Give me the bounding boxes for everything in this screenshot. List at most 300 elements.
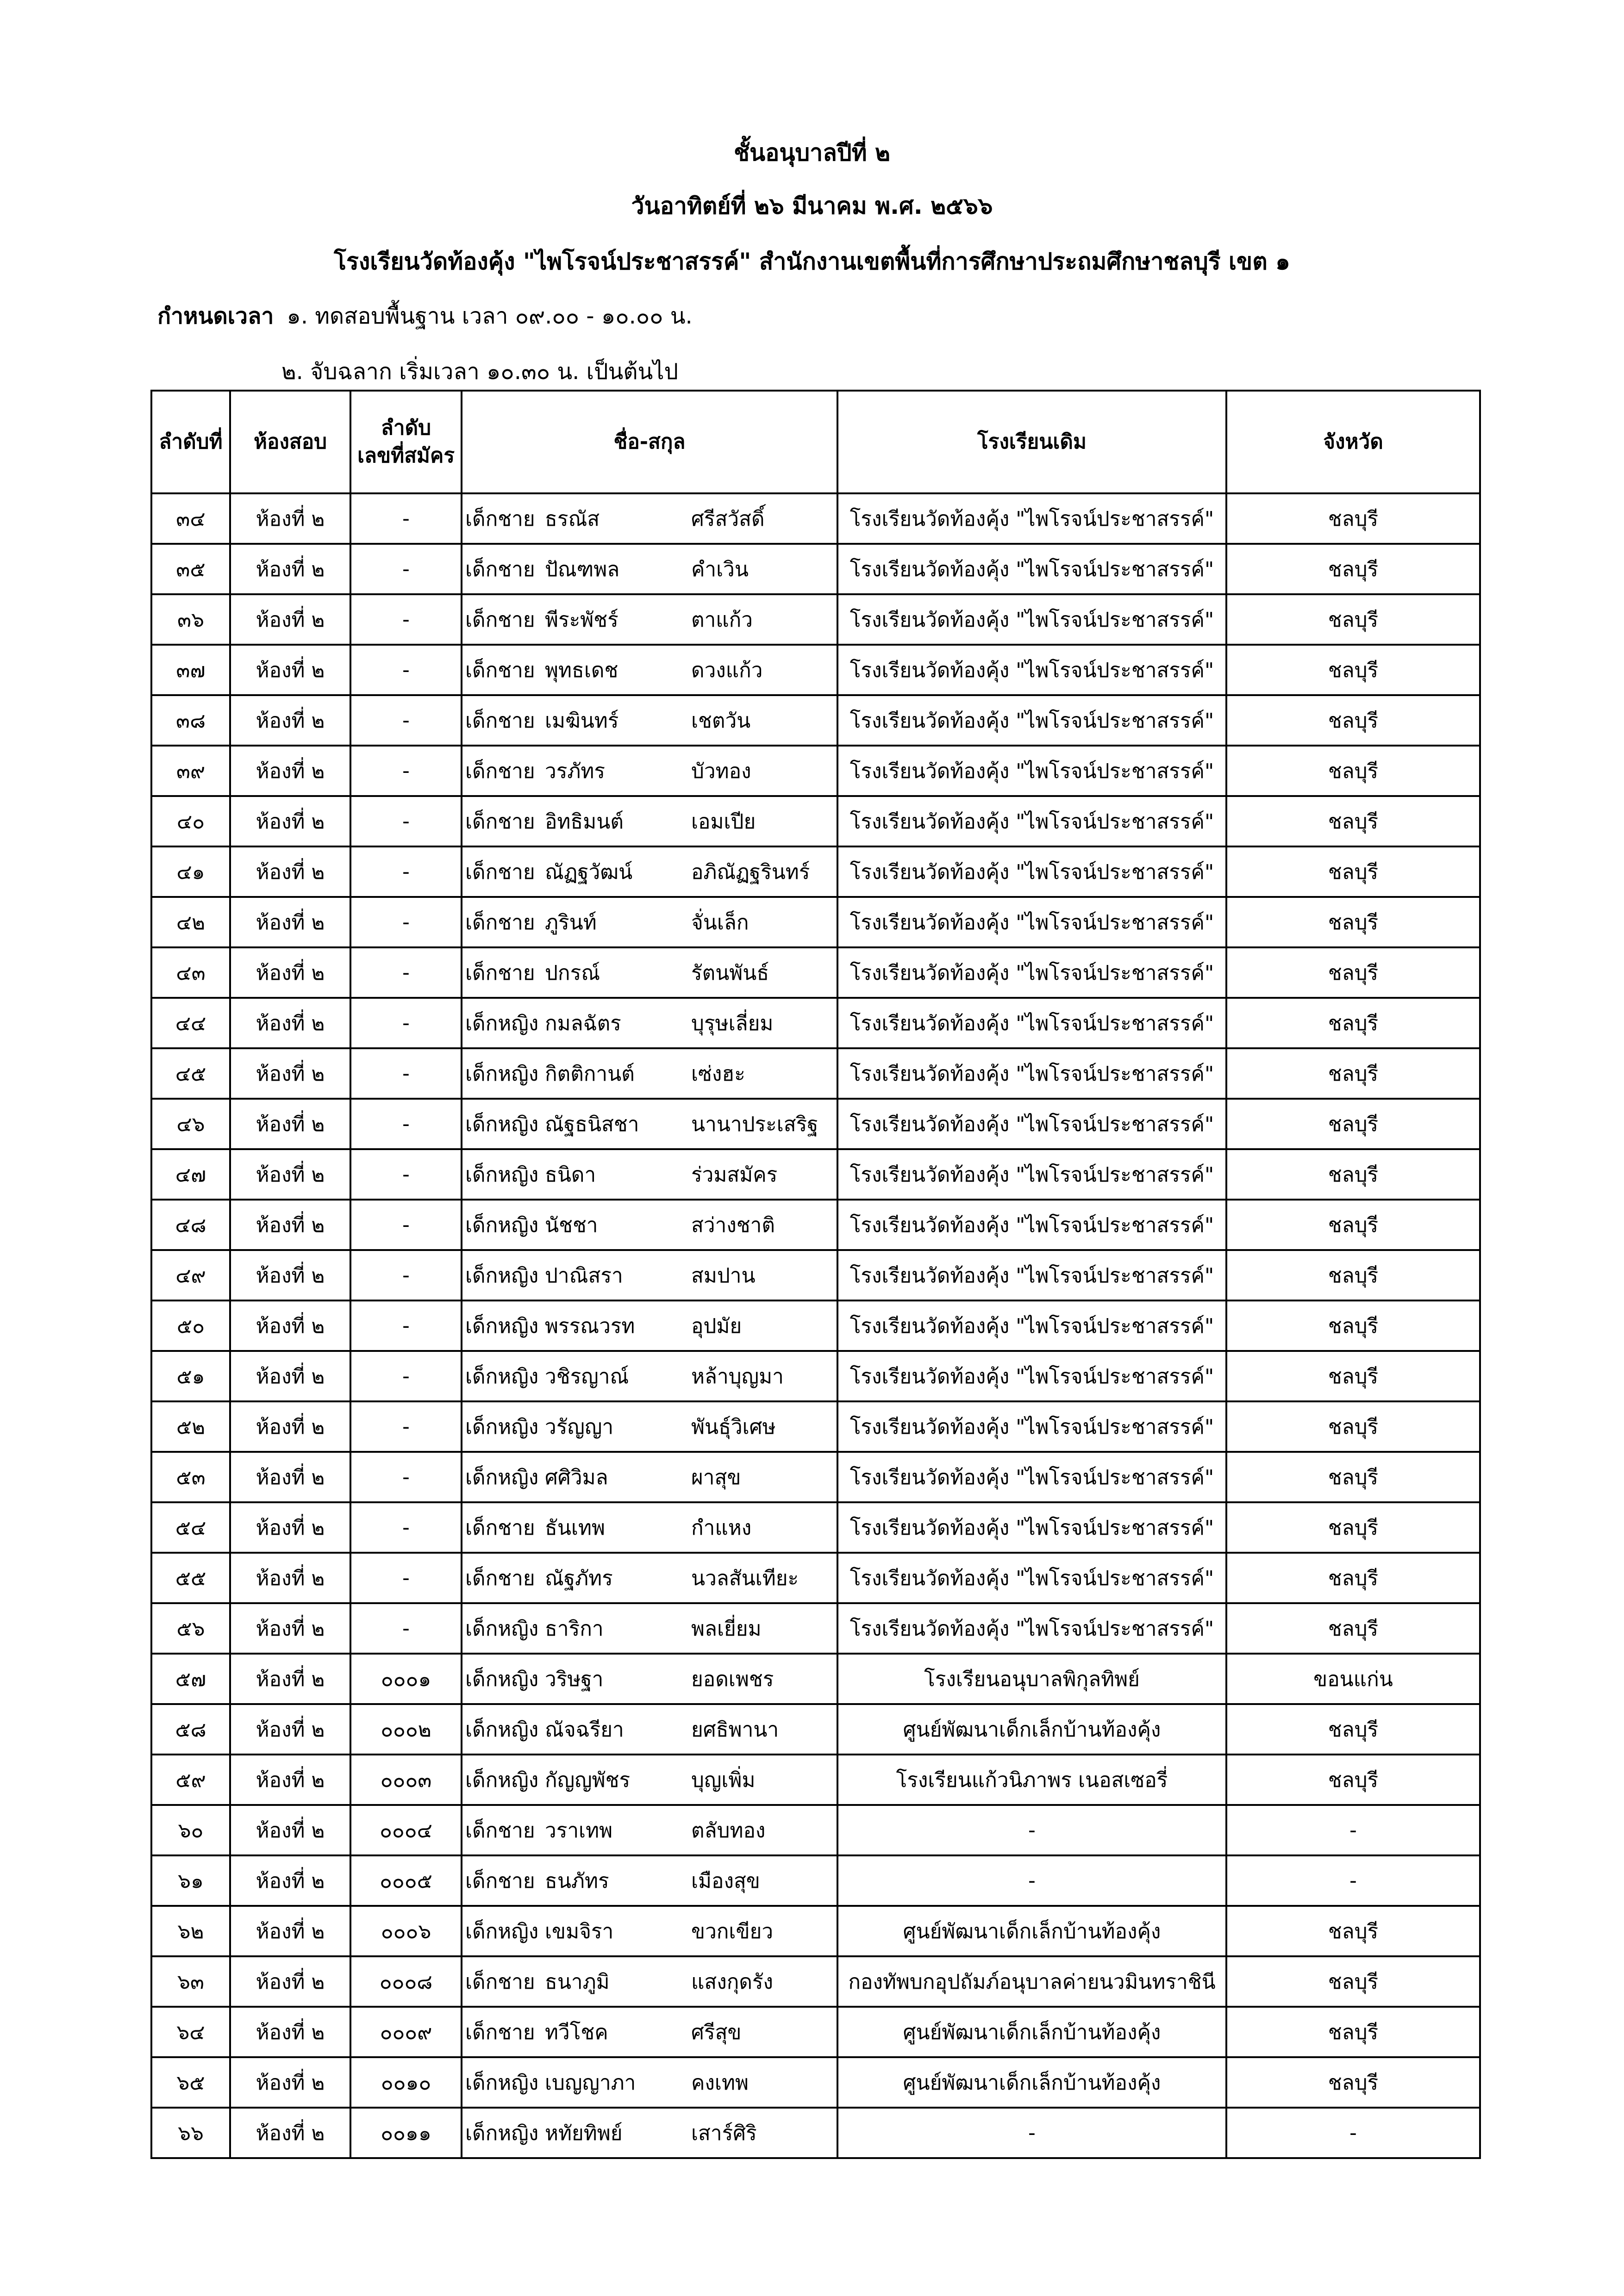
last-name: เอมเปีย xyxy=(691,809,756,834)
school-cell: ศูนย์พัฒนาเด็กเล็กบ้านท้องคุ้ง xyxy=(837,1704,1226,1755)
order-cell: ๔๙ xyxy=(151,1250,230,1300)
applicant-no-cell: ๐๐๐๑ xyxy=(350,1654,462,1704)
table-row xyxy=(151,645,1480,695)
header-province: จังหวัด xyxy=(1226,391,1480,493)
last-name: ขวกเขียว xyxy=(691,1919,774,1943)
first-name: อิทธิมนต์ xyxy=(545,809,624,834)
name-cell xyxy=(462,544,837,594)
first-name: เขมจิรา xyxy=(545,1919,614,1943)
province-cell: ชลบุรี xyxy=(1226,1048,1480,1099)
name-cell xyxy=(462,1300,837,1351)
name-cell xyxy=(462,2108,837,2158)
school-cell: โรงเรียนวัดท้องคุ้ง "ไพโรจน์ประชาสรรค์" xyxy=(837,1300,1226,1351)
room-cell: ห้องที่ ๒ xyxy=(230,947,350,998)
province-cell: ชลบุรี xyxy=(1226,1200,1480,1250)
province-cell: ชลบุรี xyxy=(1226,998,1480,1048)
province-cell: ชลบุรี xyxy=(1226,1603,1480,1654)
table-row xyxy=(151,1502,1480,1553)
applicant-no-cell: - xyxy=(350,1401,462,1452)
first-name: ภูรินท์ xyxy=(545,910,597,934)
last-name: อุปมัย xyxy=(691,1314,742,1338)
name-prefix: เด็กหญิง xyxy=(465,1667,539,1691)
room-cell: ห้องที่ ๒ xyxy=(230,1452,350,1502)
table-row xyxy=(151,1200,1480,1250)
applicant-no-cell: - xyxy=(350,897,462,947)
room-cell: ห้องที่ ๒ xyxy=(230,1300,350,1351)
last-name: นวลสันเทียะ xyxy=(691,1566,799,1590)
name-cell xyxy=(462,998,837,1048)
last-name: ตาแก้ว xyxy=(691,608,753,632)
name-prefix: เด็กชาย xyxy=(465,709,535,733)
applicant-no-cell: ๐๐๐๘ xyxy=(350,1956,462,2007)
name-prefix: เด็กหญิง xyxy=(465,1364,539,1388)
table-row xyxy=(151,2057,1480,2108)
name-prefix: เด็กชาย xyxy=(465,860,535,884)
name-prefix: เด็กหญิง xyxy=(465,1314,539,1338)
province-cell: ชลบุรี xyxy=(1226,493,1480,544)
province-cell: ชลบุรี xyxy=(1226,2057,1480,2108)
room-cell: ห้องที่ ๒ xyxy=(230,1351,350,1401)
room-cell: ห้องที่ ๒ xyxy=(230,1048,350,1099)
applicant-no-cell: - xyxy=(350,1200,462,1250)
table-row xyxy=(151,1654,1480,1704)
last-name: พลเยี่ยม xyxy=(691,1617,762,1641)
first-name: พรรณวรท xyxy=(545,1314,635,1338)
order-cell: ๓๙ xyxy=(151,746,230,796)
first-name: ณัฐภัทร xyxy=(545,1566,613,1590)
school-cell: โรงเรียนวัดท้องคุ้ง "ไพโรจน์ประชาสรรค์" xyxy=(837,1401,1226,1452)
room-cell: ห้องที่ ๒ xyxy=(230,1401,350,1452)
school-cell: โรงเรียนวัดท้องคุ้ง "ไพโรจน์ประชาสรรค์" xyxy=(837,846,1226,897)
name-cell xyxy=(462,1805,837,1855)
order-cell: ๕๖ xyxy=(151,1603,230,1654)
order-cell: ๔๐ xyxy=(151,796,230,846)
order-cell: ๕๐ xyxy=(151,1300,230,1351)
applicant-no-cell: ๐๐๐๙ xyxy=(350,2007,462,2057)
applicant-no-cell: ๐๐๐๒ xyxy=(350,1704,462,1755)
province-cell: ขอนแก่น xyxy=(1226,1654,1480,1704)
room-cell: ห้องที่ ๒ xyxy=(230,493,350,544)
order-cell: ๓๕ xyxy=(151,544,230,594)
province-cell: ชลบุรี xyxy=(1226,1351,1480,1401)
room-cell: ห้องที่ ๒ xyxy=(230,897,350,947)
name-cell xyxy=(462,2057,837,2108)
room-cell: ห้องที่ ๒ xyxy=(230,1654,350,1704)
school-cell: โรงเรียนวัดท้องคุ้ง "ไพโรจน์ประชาสรรค์" xyxy=(837,1603,1226,1654)
order-cell: ๕๓ xyxy=(151,1452,230,1502)
name-prefix: เด็กหญิง xyxy=(465,1062,539,1086)
province-cell: - xyxy=(1226,2108,1480,2158)
province-cell: ชลบุรี xyxy=(1226,1502,1480,1553)
school-cell: โรงเรียนวัดท้องคุ้ง "ไพโรจน์ประชาสรรค์" xyxy=(837,897,1226,947)
order-cell: ๓๖ xyxy=(151,594,230,645)
school-cell: โรงเรียนวัดท้องคุ้ง "ไพโรจน์ประชาสรรค์" xyxy=(837,1250,1226,1300)
name-cell xyxy=(462,796,837,846)
schedule-line-1 xyxy=(157,300,693,332)
last-name: บุญเพิ่ม xyxy=(691,1768,756,1792)
name-prefix: เด็กหญิง xyxy=(465,1919,539,1943)
page-title: ชั้นอนุบาลปีที่ ๒ xyxy=(734,139,890,166)
order-cell: ๔๒ xyxy=(151,897,230,947)
exam-date: วันอาทิตย์ที่ ๒๖ มีนาคม พ.ศ. ๒๕๖๖ xyxy=(631,193,993,219)
order-cell: ๔๗ xyxy=(151,1149,230,1200)
last-name: จั่นเล็ก xyxy=(691,910,749,934)
applicant-no-cell: - xyxy=(350,645,462,695)
name-prefix: เด็กชาย xyxy=(465,658,535,682)
table-row xyxy=(151,1704,1480,1755)
first-name: ธันเทพ xyxy=(545,1516,605,1540)
province-cell: ชลบุรี xyxy=(1226,1452,1480,1502)
order-cell: ๖๐ xyxy=(151,1805,230,1855)
room-cell: ห้องที่ ๒ xyxy=(230,1603,350,1654)
order-cell: ๓๔ xyxy=(151,493,230,544)
room-cell: ห้องที่ ๒ xyxy=(230,544,350,594)
first-name: หทัยทิพย์ xyxy=(545,2121,623,2145)
order-cell: ๔๘ xyxy=(151,1200,230,1250)
table-row xyxy=(151,2007,1480,2057)
province-cell: ชลบุรี xyxy=(1226,2007,1480,2057)
school-cell: โรงเรียนวัดท้องคุ้ง "ไพโรจน์ประชาสรรค์" xyxy=(837,1200,1226,1250)
last-name: เซ่งฮะ xyxy=(691,1062,745,1086)
last-name: ผาสุข xyxy=(691,1465,741,1489)
school-cell: โรงเรียนวัดท้องคุ้ง "ไพโรจน์ประชาสรรค์" xyxy=(837,1149,1226,1200)
province-cell: ชลบุรี xyxy=(1226,544,1480,594)
header-applicant-line2: เลขที่สมัคร xyxy=(357,444,455,467)
header-applicant-no xyxy=(350,391,462,493)
name-cell xyxy=(462,1755,837,1805)
header-order: ลำดับที่ xyxy=(151,391,230,493)
table-row xyxy=(151,947,1480,998)
table-row xyxy=(151,1855,1480,1906)
table-row xyxy=(151,846,1480,897)
order-cell: ๔๔ xyxy=(151,998,230,1048)
province-cell: ชลบุรี xyxy=(1226,1704,1480,1755)
room-cell: ห้องที่ ๒ xyxy=(230,2057,350,2108)
applicant-no-cell: ๐๐๐๖ xyxy=(350,1906,462,1956)
order-cell: ๖๔ xyxy=(151,2007,230,2057)
table-row xyxy=(151,746,1480,796)
table-row xyxy=(151,1906,1480,1956)
table-row xyxy=(151,1755,1480,1805)
school-cell: โรงเรียนวัดท้องคุ้ง "ไพโรจน์ประชาสรรค์" xyxy=(837,594,1226,645)
name-cell xyxy=(462,1906,837,1956)
room-cell: ห้องที่ ๒ xyxy=(230,846,350,897)
school-cell: โรงเรียนแก้วนิภาพร เนอสเซอรี่ xyxy=(837,1755,1226,1805)
applicant-no-cell: ๐๐๑๑ xyxy=(350,2108,462,2158)
name-prefix: เด็กชาย xyxy=(465,1516,535,1540)
last-name: ศรีสวัสดิ์ xyxy=(691,507,765,531)
first-name: ธาริกา xyxy=(545,1617,604,1641)
school-cell: โรงเรียนวัดท้องคุ้ง "ไพโรจน์ประชาสรรค์" xyxy=(837,1452,1226,1502)
school-cell: ศูนย์พัฒนาเด็กเล็กบ้านท้องคุ้ง xyxy=(837,2057,1226,2108)
name-prefix: เด็กชาย xyxy=(465,608,535,632)
province-cell: ชลบุรี xyxy=(1226,796,1480,846)
room-cell: ห้องที่ ๒ xyxy=(230,594,350,645)
applicant-no-cell: - xyxy=(350,746,462,796)
order-cell: ๕๘ xyxy=(151,1704,230,1755)
name-cell xyxy=(462,1200,837,1250)
province-cell: ชลบุรี xyxy=(1226,1149,1480,1200)
school-cell: โรงเรียนวัดท้องคุ้ง "ไพโรจน์ประชาสรรค์" xyxy=(837,695,1226,746)
last-name: สมปาน xyxy=(691,1263,756,1288)
room-cell: ห้องที่ ๒ xyxy=(230,796,350,846)
applicant-table xyxy=(150,390,1481,2159)
table-row xyxy=(151,1099,1480,1149)
first-name: วรภัทร xyxy=(545,759,605,783)
name-cell xyxy=(462,1855,837,1906)
province-cell: - xyxy=(1226,1805,1480,1855)
school-cell: ศูนย์พัฒนาเด็กเล็กบ้านท้องคุ้ง xyxy=(837,2007,1226,2057)
first-name: ธนิดา xyxy=(545,1163,596,1187)
first-name: ณัฏฐวัฒน์ xyxy=(545,860,633,884)
order-cell: ๕๗ xyxy=(151,1654,230,1704)
school-cell: โรงเรียนวัดท้องคุ้ง "ไพโรจน์ประชาสรรค์" xyxy=(837,1502,1226,1553)
room-cell: ห้องที่ ๒ xyxy=(230,2007,350,2057)
name-cell xyxy=(462,1654,837,1704)
first-name: ธรณัส xyxy=(545,507,600,531)
province-cell: ชลบุรี xyxy=(1226,1300,1480,1351)
order-cell: ๖๕ xyxy=(151,2057,230,2108)
school-heading: โรงเรียนวัดท้องคุ้ง "ไพโรจน์ประชาสรรค์" สำนักงานเขตพื้นที่การศึกษาประถมศึกษาชลบุรี เขต ๑ xyxy=(334,248,1290,275)
room-cell: ห้องที่ ๒ xyxy=(230,645,350,695)
room-cell: ห้องที่ ๒ xyxy=(230,1553,350,1603)
name-cell xyxy=(462,1099,837,1149)
name-cell xyxy=(462,645,837,695)
name-cell xyxy=(462,1351,837,1401)
applicant-no-cell: - xyxy=(350,846,462,897)
name-prefix: เด็กหญิง xyxy=(465,1415,539,1439)
applicant-no-cell: - xyxy=(350,544,462,594)
name-prefix: เด็กหญิง xyxy=(465,1768,539,1792)
name-prefix: เด็กชาย xyxy=(465,2020,535,2044)
last-name: ตลับทอง xyxy=(691,1818,766,1842)
first-name: ปกรณ์ xyxy=(545,961,600,985)
applicant-no-cell: - xyxy=(350,493,462,544)
order-cell: ๕๙ xyxy=(151,1755,230,1805)
order-cell: ๔๑ xyxy=(151,846,230,897)
last-name: คำเวิน xyxy=(691,557,749,581)
order-cell: ๕๔ xyxy=(151,1502,230,1553)
table-row xyxy=(151,796,1480,846)
name-cell xyxy=(462,846,837,897)
room-cell: ห้องที่ ๒ xyxy=(230,1704,350,1755)
school-cell: โรงเรียนวัดท้องคุ้ง "ไพโรจน์ประชาสรรค์" xyxy=(837,746,1226,796)
last-name: แสงกุดรัง xyxy=(691,1970,774,1994)
applicant-no-cell: - xyxy=(350,1149,462,1200)
order-cell: ๔๕ xyxy=(151,1048,230,1099)
school-cell: โรงเรียนวัดท้องคุ้ง "ไพโรจน์ประชาสรรค์" xyxy=(837,1099,1226,1149)
last-name: ศรีสุข xyxy=(691,2020,742,2044)
table-row xyxy=(151,1401,1480,1452)
last-name: คงเทพ xyxy=(691,2071,749,2095)
first-name: วชิรญาณ์ xyxy=(545,1364,629,1388)
name-cell xyxy=(462,493,837,544)
header-applicant-line1: ลำดับ xyxy=(381,416,431,440)
school-cell: โรงเรียนวัดท้องคุ้ง "ไพโรจน์ประชาสรรค์" xyxy=(837,796,1226,846)
applicant-no-cell: ๐๐๐๕ xyxy=(350,1855,462,1906)
province-cell: ชลบุรี xyxy=(1226,947,1480,998)
school-cell: กองทัพบกอุปถัมภ์อนุบาลค่ายนวมินทราชินี xyxy=(837,1956,1226,2007)
room-cell: ห้องที่ ๒ xyxy=(230,1906,350,1956)
first-name: กมลฉัตร xyxy=(545,1011,621,1035)
last-name: สว่างชาติ xyxy=(691,1213,775,1237)
school-cell: โรงเรียนวัดท้องคุ้ง "ไพโรจน์ประชาสรรค์" xyxy=(837,1048,1226,1099)
last-name: บัวทอง xyxy=(691,759,751,783)
school-cell: - xyxy=(837,1805,1226,1855)
applicant-no-cell: - xyxy=(350,796,462,846)
schedule-item-2: ๒. จับฉลาก เริ่มเวลา ๑๐.๓๐ น. เป็นต้นไป xyxy=(281,359,678,385)
last-name: ดวงแก้ว xyxy=(691,658,763,682)
first-name: กัญญพัชร xyxy=(545,1768,631,1792)
first-name: เมฆินทร์ xyxy=(545,709,619,733)
table-row xyxy=(151,1250,1480,1300)
applicant-no-cell: - xyxy=(350,1452,462,1502)
header-name: ชื่อ-สกุล xyxy=(462,391,837,493)
applicant-no-cell: - xyxy=(350,1250,462,1300)
applicant-no-cell: - xyxy=(350,594,462,645)
table-row xyxy=(151,1300,1480,1351)
province-cell: ชลบุรี xyxy=(1226,897,1480,947)
province-cell: ชลบุรี xyxy=(1226,1553,1480,1603)
first-name: พุทธเดช xyxy=(545,658,618,682)
name-prefix: เด็กหญิง xyxy=(465,1112,539,1136)
province-cell: ชลบุรี xyxy=(1226,846,1480,897)
province-cell: - xyxy=(1226,1855,1480,1906)
room-cell: ห้องที่ ๒ xyxy=(230,1805,350,1855)
first-name: เบญญาภา xyxy=(545,2071,636,2095)
applicant-no-cell: - xyxy=(350,1603,462,1654)
order-cell: ๓๘ xyxy=(151,695,230,746)
name-prefix: เด็กชาย xyxy=(465,1869,535,1893)
last-name: เมืองสุข xyxy=(691,1869,760,1893)
name-cell xyxy=(462,746,837,796)
table-row xyxy=(151,1956,1480,2007)
name-cell xyxy=(462,594,837,645)
name-prefix: เด็กชาย xyxy=(465,1970,535,1994)
room-cell: ห้องที่ ๒ xyxy=(230,2108,350,2158)
first-name: ณัจฉรียา xyxy=(545,1717,624,1742)
last-name: อภิณัฏฐรินทร์ xyxy=(691,860,810,884)
name-prefix: เด็กชาย xyxy=(465,910,535,934)
province-cell: ชลบุรี xyxy=(1226,645,1480,695)
name-prefix: เด็กหญิง xyxy=(465,1163,539,1187)
applicant-no-cell: - xyxy=(350,1048,462,1099)
name-prefix: เด็กหญิง xyxy=(465,1717,539,1742)
order-cell: ๔๖ xyxy=(151,1099,230,1149)
name-prefix: เด็กชาย xyxy=(465,507,535,531)
applicant-no-cell: ๐๐๐๓ xyxy=(350,1755,462,1805)
name-cell xyxy=(462,897,837,947)
order-cell: ๓๗ xyxy=(151,645,230,695)
name-prefix: เด็กชาย xyxy=(465,557,535,581)
order-cell: ๔๓ xyxy=(151,947,230,998)
room-cell: ห้องที่ ๒ xyxy=(230,998,350,1048)
school-cell: โรงเรียนวัดท้องคุ้ง "ไพโรจน์ประชาสรรค์" xyxy=(837,645,1226,695)
last-name: พันธุ์วิเศษ xyxy=(691,1415,776,1439)
room-cell: ห้องที่ ๒ xyxy=(230,1099,350,1149)
last-name: ยศธิพานา xyxy=(691,1717,779,1742)
table-row xyxy=(151,594,1480,645)
table-row xyxy=(151,1452,1480,1502)
name-prefix: เด็กหญิง xyxy=(465,1213,539,1237)
first-name: กิตติกานต์ xyxy=(545,1062,635,1086)
province-cell: ชลบุรี xyxy=(1226,1250,1480,1300)
applicant-no-cell: - xyxy=(350,1502,462,1553)
first-name: ปาณิสรา xyxy=(545,1263,623,1288)
first-name: วราเทพ xyxy=(545,1818,613,1842)
applicant-no-cell: ๐๐๐๔ xyxy=(350,1805,462,1855)
first-name: นัชชา xyxy=(545,1213,598,1237)
school-cell: โรงเรียนวัดท้องคุ้ง "ไพโรจน์ประชาสรรค์" xyxy=(837,1351,1226,1401)
name-prefix: เด็กหญิง xyxy=(465,1263,539,1288)
order-cell: ๖๑ xyxy=(151,1855,230,1906)
name-cell xyxy=(462,947,837,998)
room-cell: ห้องที่ ๒ xyxy=(230,1755,350,1805)
table-row xyxy=(151,1149,1480,1200)
first-name: ทวีโชค xyxy=(545,2020,608,2044)
last-name: นานาประเสริฐ xyxy=(691,1112,818,1136)
schedule-item-1: ๑. ทดสอบพื้นฐาน เวลา ๐๙.๐๐ - ๑๐.๐๐ น. xyxy=(287,303,693,329)
name-prefix: เด็กหญิง xyxy=(465,2121,539,2145)
name-cell xyxy=(462,1149,837,1200)
school-cell: ศูนย์พัฒนาเด็กเล็กบ้านท้องคุ้ง xyxy=(837,1906,1226,1956)
first-name: ปัณฑพล xyxy=(545,557,620,581)
school-cell: โรงเรียนวัดท้องคุ้ง "ไพโรจน์ประชาสรรค์" xyxy=(837,947,1226,998)
last-name: กำแหง xyxy=(691,1516,752,1540)
table-row xyxy=(151,544,1480,594)
name-cell xyxy=(462,1452,837,1502)
first-name: วริษฐา xyxy=(545,1667,604,1691)
last-name: เสาร์ศิริ xyxy=(691,2121,757,2145)
order-cell: ๕๕ xyxy=(151,1553,230,1603)
province-cell: ชลบุรี xyxy=(1226,1906,1480,1956)
name-cell xyxy=(462,1956,837,2007)
room-cell: ห้องที่ ๒ xyxy=(230,1855,350,1906)
applicant-no-cell: - xyxy=(350,1300,462,1351)
name-cell xyxy=(462,695,837,746)
table-row xyxy=(151,1351,1480,1401)
school-cell: โรงเรียนอนุบาลพิกุลทิพย์ xyxy=(837,1654,1226,1704)
province-cell: ชลบุรี xyxy=(1226,1099,1480,1149)
header-room: ห้องสอบ xyxy=(230,391,350,493)
table-row xyxy=(151,695,1480,746)
name-cell xyxy=(462,1048,837,1099)
province-cell: ชลบุรี xyxy=(1226,1401,1480,1452)
province-cell: ชลบุรี xyxy=(1226,1755,1480,1805)
last-name: ยอดเพชร xyxy=(691,1667,774,1691)
name-cell xyxy=(462,1401,837,1452)
room-cell: ห้องที่ ๒ xyxy=(230,1149,350,1200)
table-row xyxy=(151,1048,1480,1099)
applicant-no-cell: - xyxy=(350,1351,462,1401)
schedule-label: กำหนดเวลา xyxy=(157,303,274,329)
name-prefix: เด็กหญิง xyxy=(465,1465,539,1489)
name-prefix: เด็กหญิง xyxy=(465,1011,539,1035)
table-row xyxy=(151,2108,1480,2158)
order-cell: ๕๒ xyxy=(151,1401,230,1452)
table-row xyxy=(151,493,1480,544)
province-cell: ชลบุรี xyxy=(1226,1956,1480,2007)
name-cell xyxy=(462,1250,837,1300)
name-prefix: เด็กชาย xyxy=(465,809,535,834)
last-name: รัตนพันธ์ xyxy=(691,961,769,985)
school-cell: โรงเรียนวัดท้องคุ้ง "ไพโรจน์ประชาสรรค์" xyxy=(837,544,1226,594)
school-cell: โรงเรียนวัดท้องคุ้ง "ไพโรจน์ประชาสรรค์" xyxy=(837,998,1226,1048)
table-row xyxy=(151,1805,1480,1855)
room-cell: ห้องที่ ๒ xyxy=(230,746,350,796)
school-cell: - xyxy=(837,1855,1226,1906)
table-header-row xyxy=(151,391,1480,493)
